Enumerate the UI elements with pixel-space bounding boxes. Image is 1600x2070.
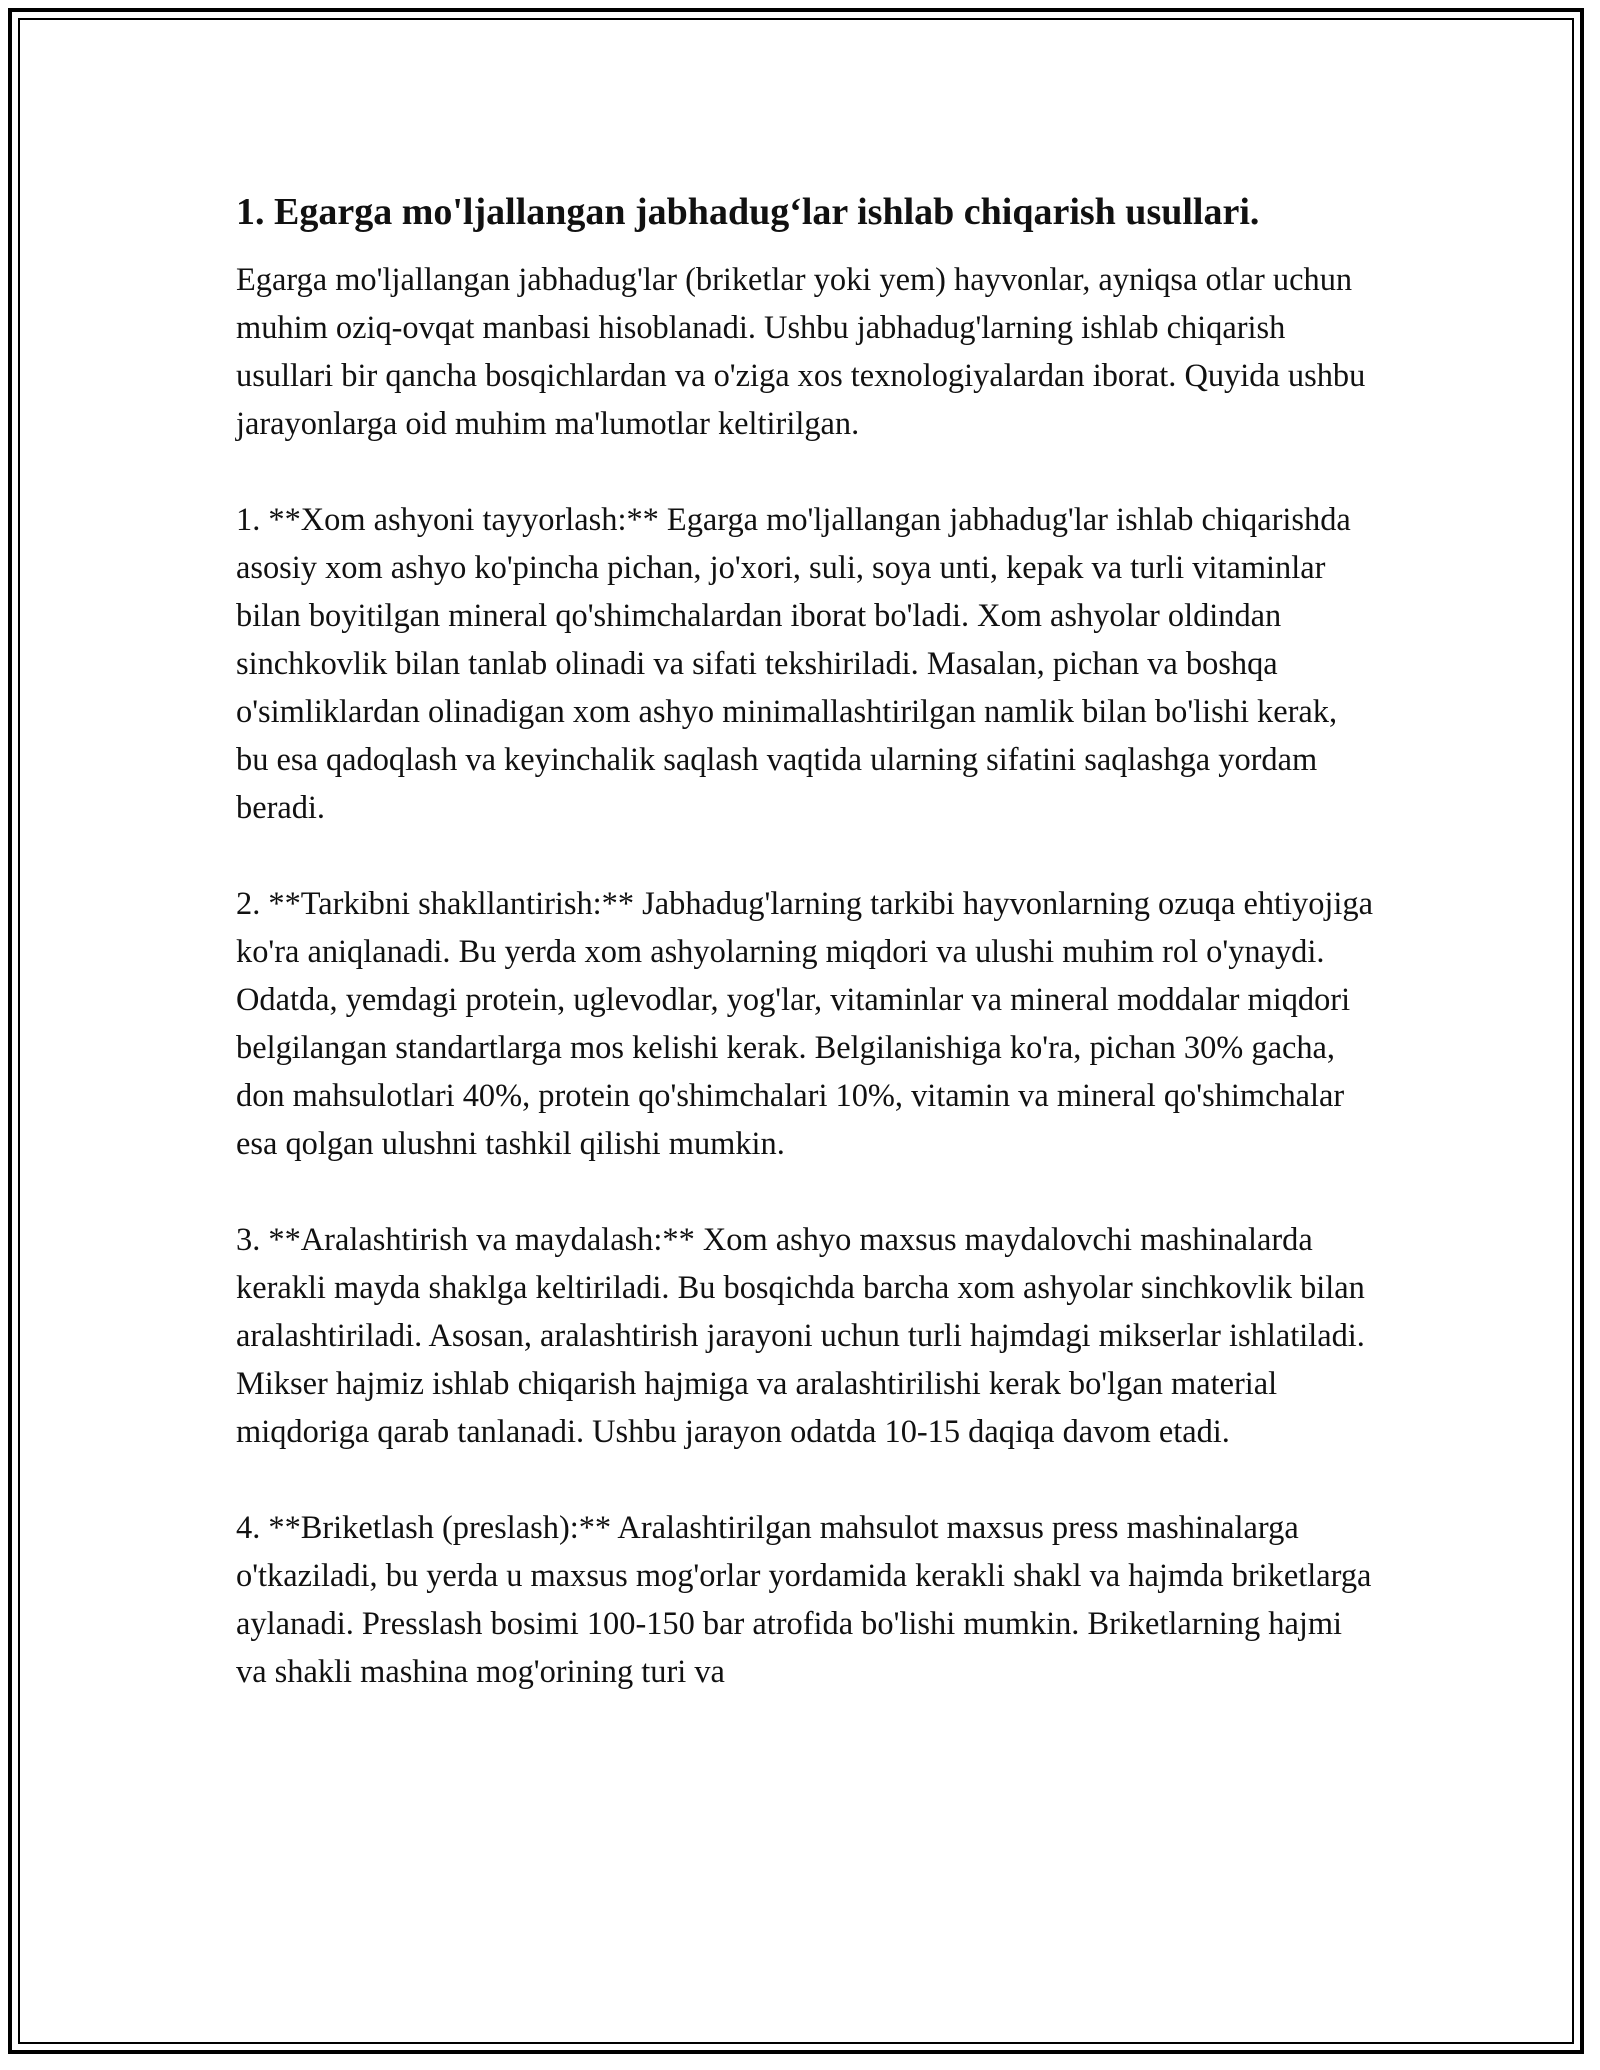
paragraph-gap — [236, 832, 1376, 880]
intro-paragraph: Egarga mo'ljallangan jabhadug'lar (briketlar yoki yem) hayvonlar, ayniqsa otlar uchun muhim oziq-ovqat manbasi hisoblanadi. Ushbu jabhadug'larning ishlab chiqarish usullari bir qancha bosqichlardan va o'ziga xos texnologiyalardan iborat. Quyida ushbu jarayonlarga oid muhim ma'lumotlar keltirilgan. — [236, 262, 1366, 442]
paragraph-gap — [236, 448, 1376, 496]
section-3-paragraph: 3. **Aralashtirish va maydalash:** Xom ashyo maxsus maydalovchi mashinalarda kerakli mayda shaklga keltiriladi. Bu bosqichda barcha xom ashyolar sinchkovlik bilan aralashtiriladi. Asosan, aralashtirish jarayoni uchun turli hajmdagi mikserlar ishlatiladi. Mikser hajmiz ishlab chiqarish hajmiga va aralashtirilishi kerak bo'lgan material miqdoriga qarab tanlanadi. Ushbu jarayon odatda 10-15 daqiqa davom etadi. — [236, 1222, 1365, 1450]
paragraph-gap — [236, 1168, 1376, 1216]
section-4-paragraph: 4. **Briketlash (preslash):** Aralashtirilgan mahsulot maxsus press mashinalarga o'tkaziladi, bu yerda u maxsus mog'orlar yordamida kerakli shakl va hajmda briketlarga aylanadi. Presslash bosimi 100-150 bar atrofida bo'lishi mumkin. Briketlarning hajmi va shakli mashina mog'orining turi va — [236, 1510, 1372, 1690]
document-body — [236, 188, 1376, 1696]
paragraph-gap — [236, 1456, 1376, 1504]
section-2-paragraph: 2. **Tarkibni shakllantirish:** Jabhadug'larning tarkibi hayvonlarning ozuqa ehtiyojiga ko'ra aniqlanadi. Bu yerda xom ashyolarning miqdori va ulushi muhim rol o'ynaydi. Odatda, yemdagi protein, uglevodlar, yog'lar, vitaminlar va mineral moddalar miqdori belgilangan standartlarga mos kelishi kerak. Belgilanishiga ko'ra, pichan 30% gacha, don mahsulotlari 40%, protein qo'shimchalari 10%, vitamin va mineral qo'shimchalar esa qolgan ulushni tashkil qilishi mumkin. — [236, 886, 1373, 1162]
document-title: 1. Egarga mo'ljallangan jabhadug‘lar ishlab chiqarish usullari. — [236, 191, 1260, 233]
section-1-paragraph: 1. **Xom ashyoni tayyorlash:** Egarga mo'ljallangan jabhadug'lar ishlab chiqarishda asosiy xom ashyo ko'pincha pichan, jo'xori, suli, soya unti, kepak va turli vitaminlar bilan boyitilgan mineral qo'shimchalardan iborat bo'ladi. Xom ashyolar oldindan sinchkovlik bilan tanlab olinadi va sifati tekshiriladi. Masalan, pichan va boshqa o'simliklardan olinadigan xom ashyo minimallashtirilgan namlik bilan bo'lishi kerak, bu esa qadoqlash va keyinchalik saqlash vaqtida ularning sifatini saqlashga yordam beradi. — [236, 502, 1351, 826]
